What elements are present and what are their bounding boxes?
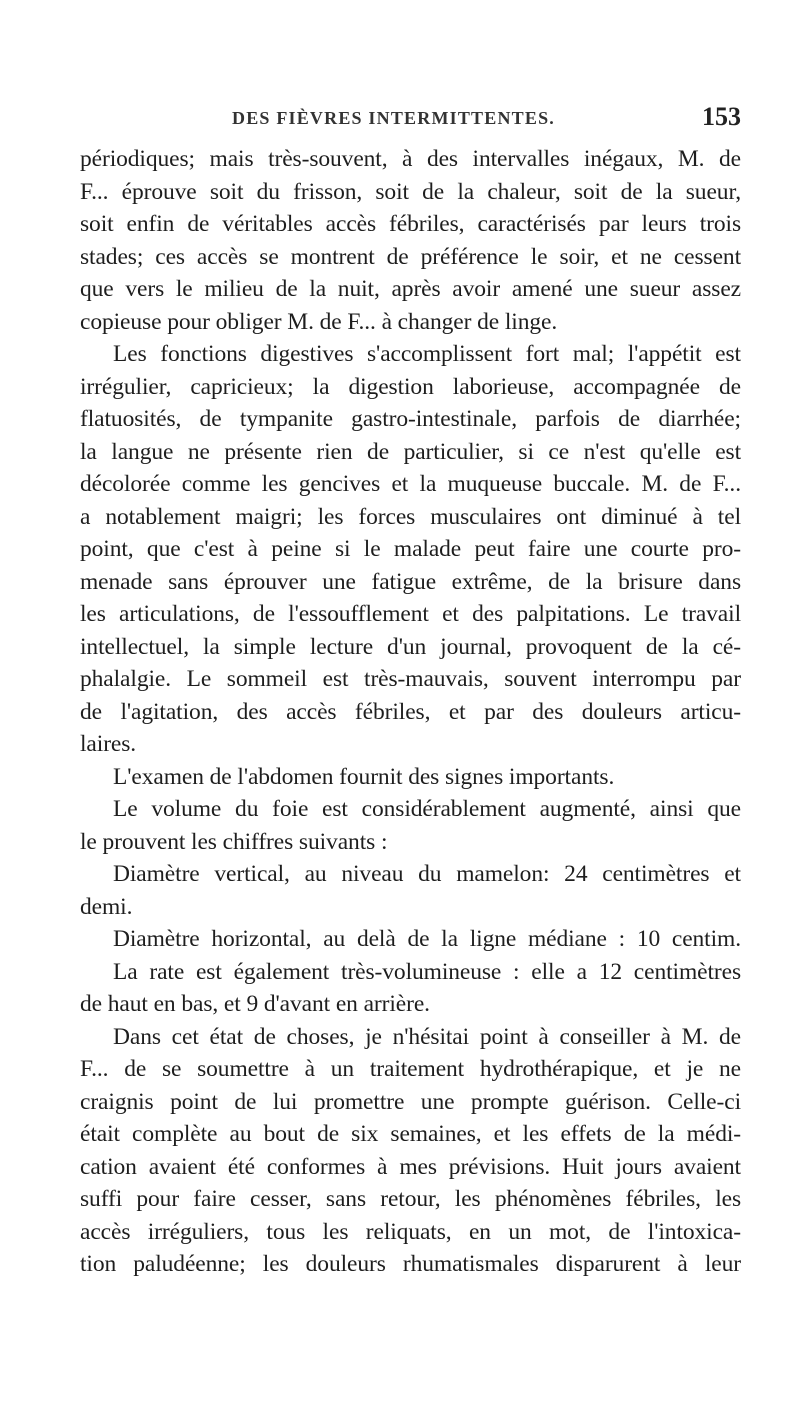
text-line: F... éprouve soit du frisson, soit de la chaleur, soit de la sueur, [80, 178, 741, 205]
text-line: flatuosités, de tympanite gastro-intestinale, parfois de diarrhée; [80, 406, 741, 432]
text-line: laires. [80, 731, 137, 757]
text-line: était complète au bout de six semaines, et les effets de la médi- [80, 1121, 741, 1147]
text-line: F... de se soumettre à un traitement hydrothérapique, et je ne [80, 1056, 741, 1082]
text-line: stades; ces accès se montrent de préférence le soir, et ne cessent [80, 243, 741, 270]
text-line: Les fonctions digestives s'accomplissent fort mal; l'appétit est [113, 341, 741, 367]
text-line: Diamètre vertical, au niveau du mamelon: 24 centimètres et [113, 861, 741, 887]
page-number: 153 [702, 102, 741, 131]
text-line: L'examen de l'abdomen fournit des signes importants. [113, 763, 615, 790]
text-line: Le volume du foie est considérablement augmenté, ainsi que [113, 796, 741, 822]
text-line: craignis point de lui promettre une prompte guérison. Celle-ci [80, 1088, 741, 1115]
body-text [80, 143, 741, 1281]
text-line: périodiques; mais très-souvent, à des intervalles inégaux, M. de [80, 146, 741, 172]
text-line: de l'agitation, des accès fébriles, et par des douleurs articu- [80, 698, 741, 725]
text-line: phalalgie. Le sommeil est très-mauvais, souvent interrompu par [80, 666, 741, 692]
text-line: accès irréguliers, tous les reliquats, en un mot, de l'intoxica- [80, 1218, 741, 1245]
text-line: décolorée comme les gencives et la muqueuse buccale. M. de F... [80, 471, 741, 497]
text-line: tion paludéenne; les douleurs rhumatismales disparurent à leur [80, 1251, 741, 1277]
text-line: de haut en bas, et 9 d'avant en arrière. [80, 991, 430, 1017]
text-line: suffi pour faire cesser, sans retour, les phénomènes fébriles, les [80, 1186, 741, 1212]
text-line: Dans cet état de choses, je n'hésitai point à conseiller à M. de [113, 1023, 741, 1050]
running-head [80, 102, 741, 138]
text-line: demi. [80, 893, 133, 920]
text-line: Diamètre horizontal, au delà de la ligne médiane : 10 centim. [113, 926, 741, 952]
text-line: intellectuel, la simple lecture d'un journal, provoquent de la cé- [80, 633, 741, 660]
text-line: soit enfin de véritables accès fébriles, caractérisés par leurs trois [80, 211, 741, 237]
running-title: DES FIÈVRES INTERMITTENTES. [232, 108, 555, 128]
text-line: menade sans éprouver une fatigue extrême, de la brisure dans [80, 568, 741, 595]
text-line: irrégulier, capricieux; la digestion laborieuse, accompagnée de [80, 373, 741, 400]
text-line: point, que c'est à peine si le malade peut faire une courte pro- [80, 536, 741, 562]
text-line: copieuse pour obliger M. de F... à changer de linge. [80, 308, 558, 335]
text-line: La rate est également très-volumineuse : elle a 12 centimètres [113, 958, 741, 985]
text-line: que vers le milieu de la nuit, après avoir amené une sueur assez [80, 276, 741, 302]
text-line: cation avaient été conformes à mes prévisions. Huit jours avaient [80, 1153, 741, 1180]
text-line: a notablement maigri; les forces musculaires ont diminué à tel [80, 503, 741, 530]
text-line: le prouvent les chiffres suivants : [80, 828, 388, 855]
text-line: les articulations, de l'essoufflement et des palpitations. Le travail [80, 601, 741, 627]
text-line: la langue ne présente rien de particulier, si ce n'est qu'elle est [80, 438, 741, 465]
